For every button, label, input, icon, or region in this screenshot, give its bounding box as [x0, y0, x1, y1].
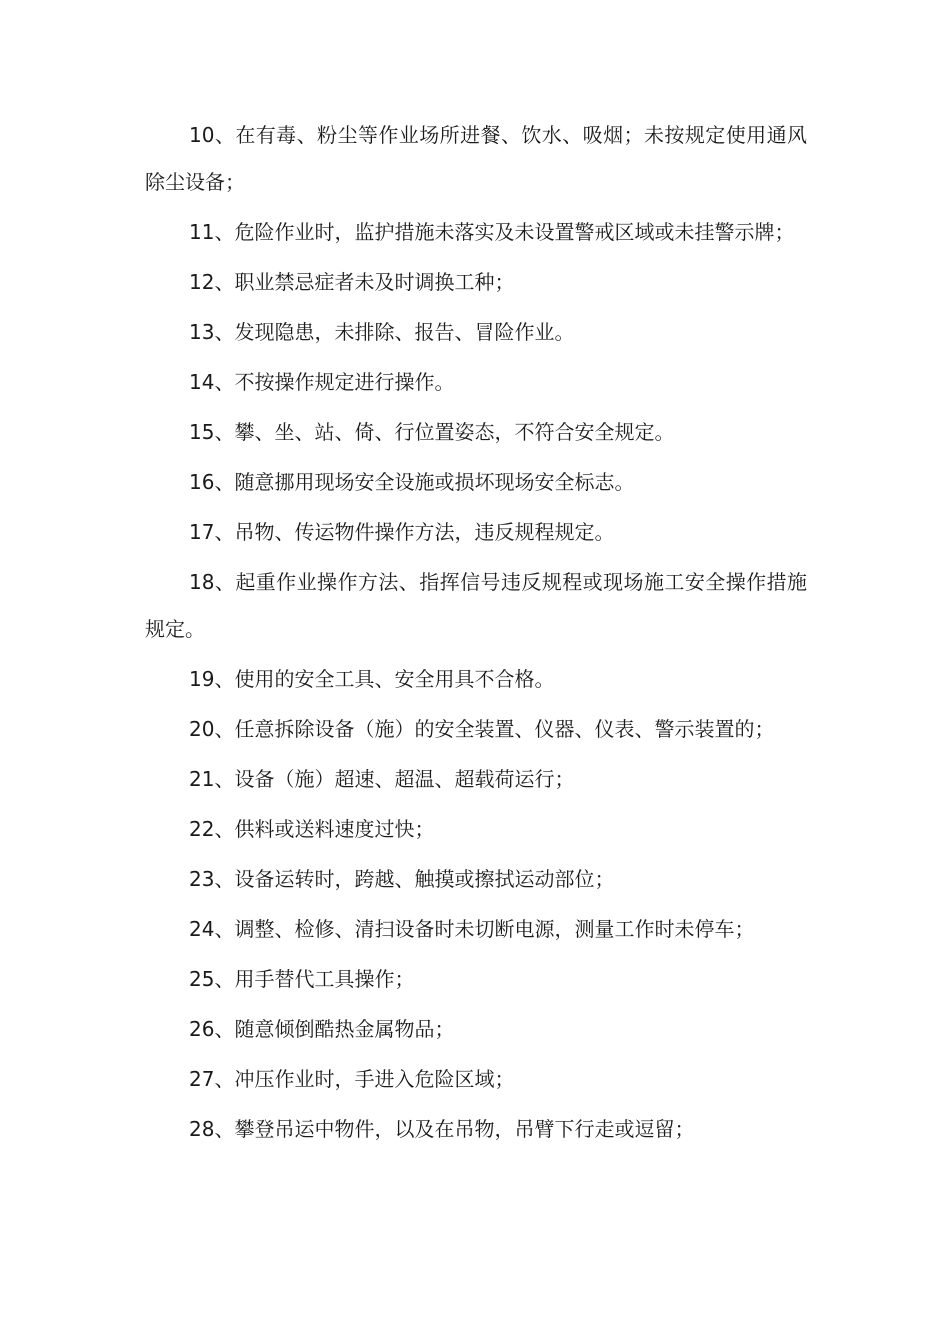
list-item: 25、用手替代工具操作； [189, 967, 415, 991]
list-item: 18、起重作业操作方法、指挥信号违反规程或现场施工安全操作措施规定。 [145, 570, 807, 641]
list-item: 19、使用的安全工具、安全用具不合格。 [189, 667, 555, 691]
list-item: 20、任意拆除设备（施）的安全装置、仪器、仪表、警示装置的； [189, 717, 775, 741]
list-item: 17、吊物、传运物件操作方法，违反规程规定。 [189, 520, 615, 544]
list-item: 15、攀、坐、站、倚、行位置姿态，不符合安全规定。 [189, 420, 675, 444]
list-item: 16、随意挪用现场安全设施或损坏现场安全标志。 [189, 470, 635, 494]
list-item: 13、发现隐患，未排除、报告、冒险作业。 [189, 320, 575, 344]
list-item: 11、危险作业时，监护措施未落实及未设置警戒区域或未挂警示牌； [189, 220, 795, 244]
list-item: 10、在有毒、粉尘等作业场所进餐、饮水、吸烟；未按规定使用通风除尘设备； [145, 123, 807, 194]
list-item: 26、随意倾倒酷热金属物品； [189, 1017, 455, 1041]
list-item: 24、调整、检修、清扫设备时未切断电源，测量工作时未停车； [189, 917, 755, 941]
list-item: 28、攀登吊运中物件，以及在吊物，吊臂下行走或逗留； [189, 1117, 695, 1141]
document-body [145, 112, 807, 1156]
list-item: 22、供料或送料速度过快； [189, 817, 435, 841]
list-item: 12、职业禁忌症者未及时调换工种； [189, 270, 515, 294]
list-item: 14、不按操作规定进行操作。 [189, 370, 455, 394]
list-item: 27、冲压作业时，手进入危险区域； [189, 1067, 515, 1091]
list-item: 21、设备（施）超速、超温、超载荷运行； [189, 767, 575, 791]
list-item: 23、设备运转时，跨越、触摸或擦拭运动部位； [189, 867, 615, 891]
